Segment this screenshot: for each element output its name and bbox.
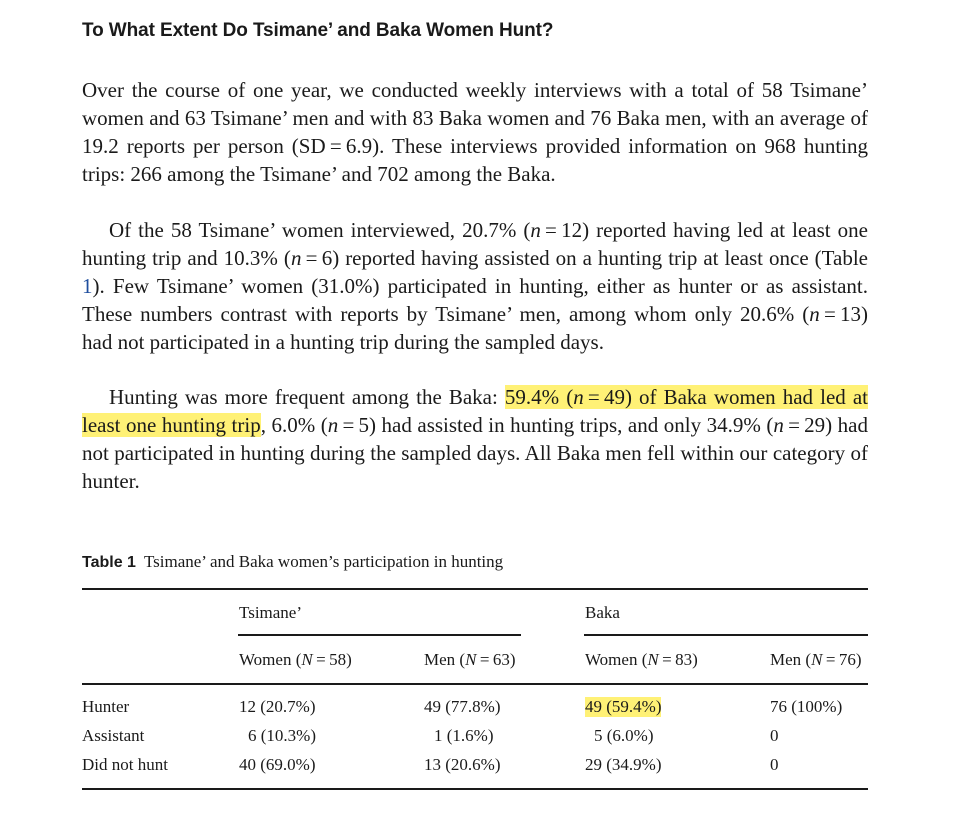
p2-text: = 12) reported having led at least one hunting trip and 10.3% (	[82, 218, 868, 270]
table-cell-highlighted: 49 (59.4%)	[585, 697, 662, 716]
column-header	[239, 650, 352, 670]
section-heading: To What Extent Do Tsimane’ and Baka Women Hunt?	[82, 20, 554, 41]
table-caption	[82, 552, 503, 572]
column-header-text: = 63)	[476, 650, 516, 669]
column-header-text: = 83)	[658, 650, 698, 669]
p2-n-symbol: n	[809, 302, 820, 326]
table-cell: 0	[770, 755, 779, 774]
highlight-text: = 49) of Baka women had led at least one hunting trip	[82, 385, 868, 437]
group-header-baka: Baka	[585, 603, 620, 622]
p2-text: Of the 58 Tsimane’ women interviewed, 20.7% (	[109, 218, 531, 242]
group-header-tsimane: Tsimane’	[239, 603, 303, 622]
row-label: Assistant	[82, 726, 145, 745]
baka-group-rule	[584, 634, 868, 636]
column-header-text: Women (	[585, 650, 648, 669]
column-header-n: N	[647, 650, 659, 669]
table-top-rule	[82, 588, 868, 590]
p3-text: Hunting was more frequent among the Baka:	[109, 385, 505, 409]
column-header-text: Women (	[239, 650, 302, 669]
p2-n-symbol: n	[530, 218, 541, 242]
column-header	[770, 650, 861, 670]
row-label: Hunter	[82, 697, 130, 716]
p2-text: = 13) had not participated in a hunting trip during the sampled days.	[82, 302, 868, 354]
table-cell: 49 (77.8%)	[424, 697, 501, 716]
column-header	[424, 650, 515, 670]
table-label: Table 1	[82, 554, 136, 571]
column-header-text: = 58)	[312, 650, 352, 669]
p2-text: = 6) reported having assisted on a hunting trip at least once (Table	[301, 246, 869, 270]
table-bottom-rule	[82, 788, 868, 790]
column-header-n: N	[465, 650, 477, 669]
p3-text: , 6.0% (	[260, 413, 328, 437]
p2-n-symbol: n	[290, 246, 302, 270]
table-cell: 13 (20.6%)	[424, 755, 501, 774]
table-header-rule	[82, 683, 868, 685]
column-header-text: Men (	[770, 650, 812, 669]
p3-n-symbol: n	[327, 413, 339, 437]
paragraph-2	[82, 216, 868, 356]
p3-n-symbol: n	[773, 413, 784, 437]
column-header-text: Men (	[424, 650, 466, 669]
table-cell: 0	[770, 726, 779, 745]
p3-n-symbol: n	[573, 385, 584, 409]
column-header-n: N	[811, 650, 823, 669]
column-header-n: N	[301, 650, 313, 669]
table-cell: 5 (6.0%)	[594, 726, 654, 745]
column-header-text: = 76)	[822, 650, 862, 669]
table-cell: 29 (34.9%)	[585, 755, 662, 774]
table-reference-link[interactable]: 1	[82, 274, 93, 298]
paragraph-1: Over the course of one year, we conducted weekly interviews with a total of 58 Tsimane’ women and 63 Tsimane’ men and with 83 Baka women and 76 Baka men, with an average of 19.2 reports per person (SD = 6.9). These interviews provided information on 968 hunting trips: 266 among the Tsimane’ and 702 among the Baka.	[82, 78, 868, 186]
paragraph-3	[82, 383, 868, 495]
row-label: Did not hunt	[82, 755, 168, 774]
table-cell: 12 (20.7%)	[239, 697, 316, 716]
table-cell: 6 (10.3%)	[248, 726, 316, 745]
p2-text: ). Few Tsimane’ women (31.0%) participated in hunting, either as hunter or as assistant. These numbers contrast with reports by Tsimane’ men, among whom only 20.6% (	[82, 274, 868, 326]
highlight-text: 59.4% (	[504, 385, 574, 409]
table-cell: 40 (69.0%)	[239, 755, 316, 774]
tsimane-group-rule	[238, 634, 521, 636]
table-cell: 1 (1.6%)	[434, 726, 494, 745]
table-cell: 76 (100%)	[770, 697, 843, 716]
column-header	[585, 650, 698, 670]
p3-text: = 29) had not participated in hunting during the sampled days. All Baka men fell within our category of hunter.	[82, 413, 868, 493]
table-caption-text: Tsimane’ and Baka women’s participation in hunting	[143, 552, 504, 571]
p3-text: = 5) had assisted in hunting trips, and only 34.9% (	[338, 413, 774, 437]
